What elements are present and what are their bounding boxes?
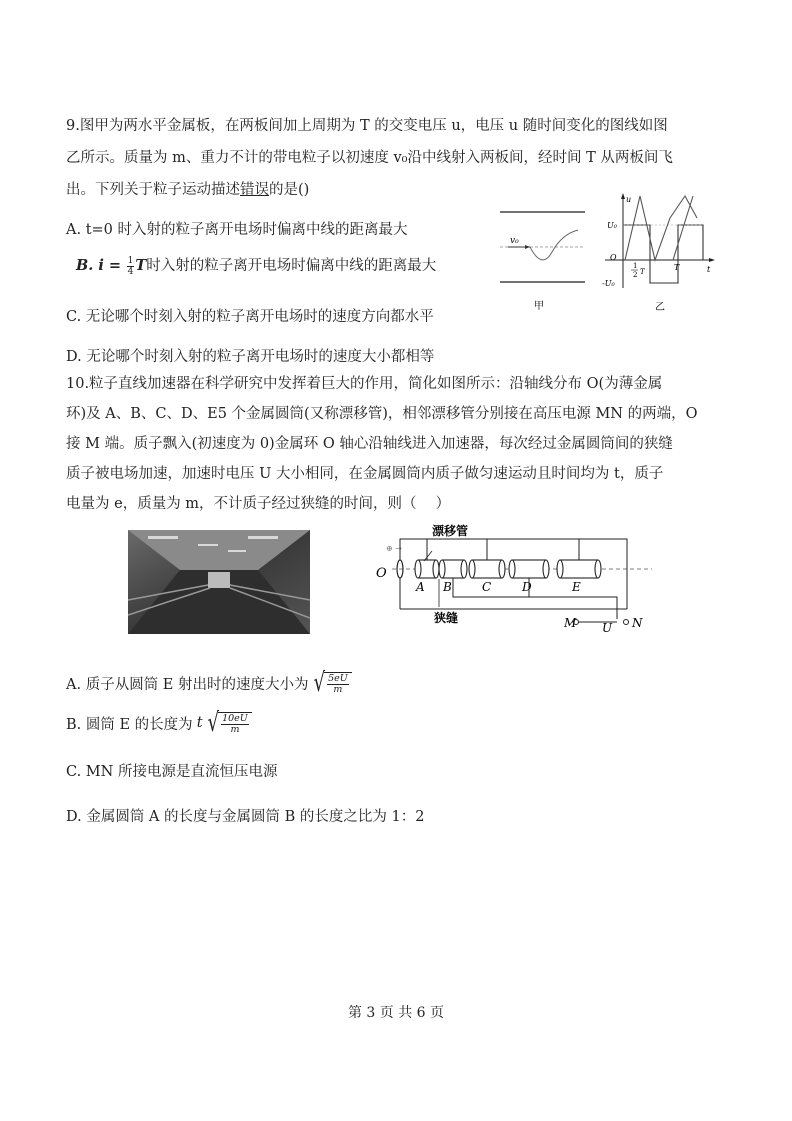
q10-option-a [66,670,352,696]
svg-text:⊕ →: ⊕ → [386,544,402,553]
u0-tick-label: U₀ [607,221,617,230]
q10-option-b [66,710,252,736]
q9-option-b [76,254,436,277]
accelerator-photo [128,530,310,634]
q10-option-a-text: A. 质子从圆筒 E 射出时的速度大小为 [66,676,309,693]
label-D: D [522,580,532,594]
q9-line3-emphasis: 错误 [240,182,269,198]
q10-option-b-sqrt: √ $\frac{10eU}{m}$ [205,710,252,736]
q10-line5: 电量为 e，质量为 m，不计质子经过狭缝的时间，则（ ） [66,496,451,512]
label-A: A [416,580,425,594]
t-axis-label: t [707,265,711,274]
label-C: C [482,580,492,594]
q9-option-c: C. 无论哪个时刻入射的粒子离开电场时的速度方向都水平 [66,309,434,325]
svg-text:T: T [640,268,645,276]
half-T-label [631,262,646,279]
q10-option-b-text: B. 圆筒 E 的长度为 [66,716,193,733]
figure-yi [595,188,717,316]
q9-option-b-fraction: $\frac{1}{4}$ [127,255,134,277]
sketch-lines [625,196,697,260]
figure-jia [490,190,590,315]
tube-E [560,560,598,578]
q9-option-a: A. t=0 时入射的粒子离开电场时偏离中线的距离最大 [66,222,408,238]
q9-option-b-T: T [135,257,147,274]
q10-line3: 接 M 端。质子飘入(初速度为 0)金属环 O 轴心沿轴线进入加速器，每次经过金属圆筒间的狭缝 [66,436,673,452]
q10-option-b-t: t [196,715,203,731]
q10-option-d: D. 金属圆筒 A 的长度与金属圆筒 B 的长度之比为 1：2 [66,809,425,825]
trajectory [530,230,578,260]
label-O: O [376,566,387,581]
svg-text:1: 1 [633,262,638,270]
tube-C [472,560,502,578]
q9-option-b-text: 时入射的粒子离开电场时偏离中线的距离最大 [146,258,437,274]
q9-line1: 9.图甲为两水平金属板，在两板间加上周期为 T 的交变电压 u，电压 u 随时间变化的图线如图 [66,118,668,134]
label-slit: 狭缝 [434,611,459,625]
q9-line2: 乙所示。质量为 m、重力不计的带电粒子以初速度 v₀沿中线射入两板间，经时间 T 从两板间飞 [66,150,673,166]
q9-line3 [66,180,309,200]
label-M: M [564,616,577,630]
label-U: U [602,621,613,635]
q10-line2: 环)及 A、B、C、D、E5 个金属圆筒(又称漂移管)，相邻漂移管分别接在高压电源 MN 的两端，O [66,406,698,422]
q9-option-b-prefix: B. i = [76,257,122,274]
page-footer: 第 3 页 共 6 页 [347,1005,445,1021]
q9-line3-pre: 出。下列关于粒子运动描述 [66,182,240,198]
q10-option-a-sqrt: √ $\frac{5eU}{m}$ [311,670,352,696]
q10-line1: 10.粒子直线加速器在科学研究中发挥着巨大的作用，简化如图所示：沿轴线分布 O(为薄金属 [66,376,663,392]
q9-line3-post: 的是() [269,182,310,198]
caption-yi: 乙 [655,302,665,313]
svg-text:2: 2 [633,271,638,279]
u-axis-label: u [626,195,632,204]
q9-option-d: D. 无论哪个时刻入射的粒子离开电场时的速度大小都相等 [66,349,435,365]
T-tick-label: T [674,263,680,272]
label-N: N [632,616,643,630]
q10-option-c: C. MN 所接电源是直流恒压电源 [66,764,278,780]
label-E: E [572,580,581,594]
accelerator-diagram [362,519,662,639]
tube-D [512,560,546,578]
q10-line4: 质子被电场加速，加速时电压 U 大小相同，在金属圆筒内质子做匀速运动且时间均为 t，质子 [66,466,664,482]
neg-u0-tick-label: -U₀ [602,279,615,288]
label-B: B [443,580,452,594]
v0-label: v₀ [510,236,519,246]
caption-jia: 甲 [534,301,544,312]
origin-label: O [610,253,617,262]
label-drift-tube: 漂移管 [432,524,469,538]
